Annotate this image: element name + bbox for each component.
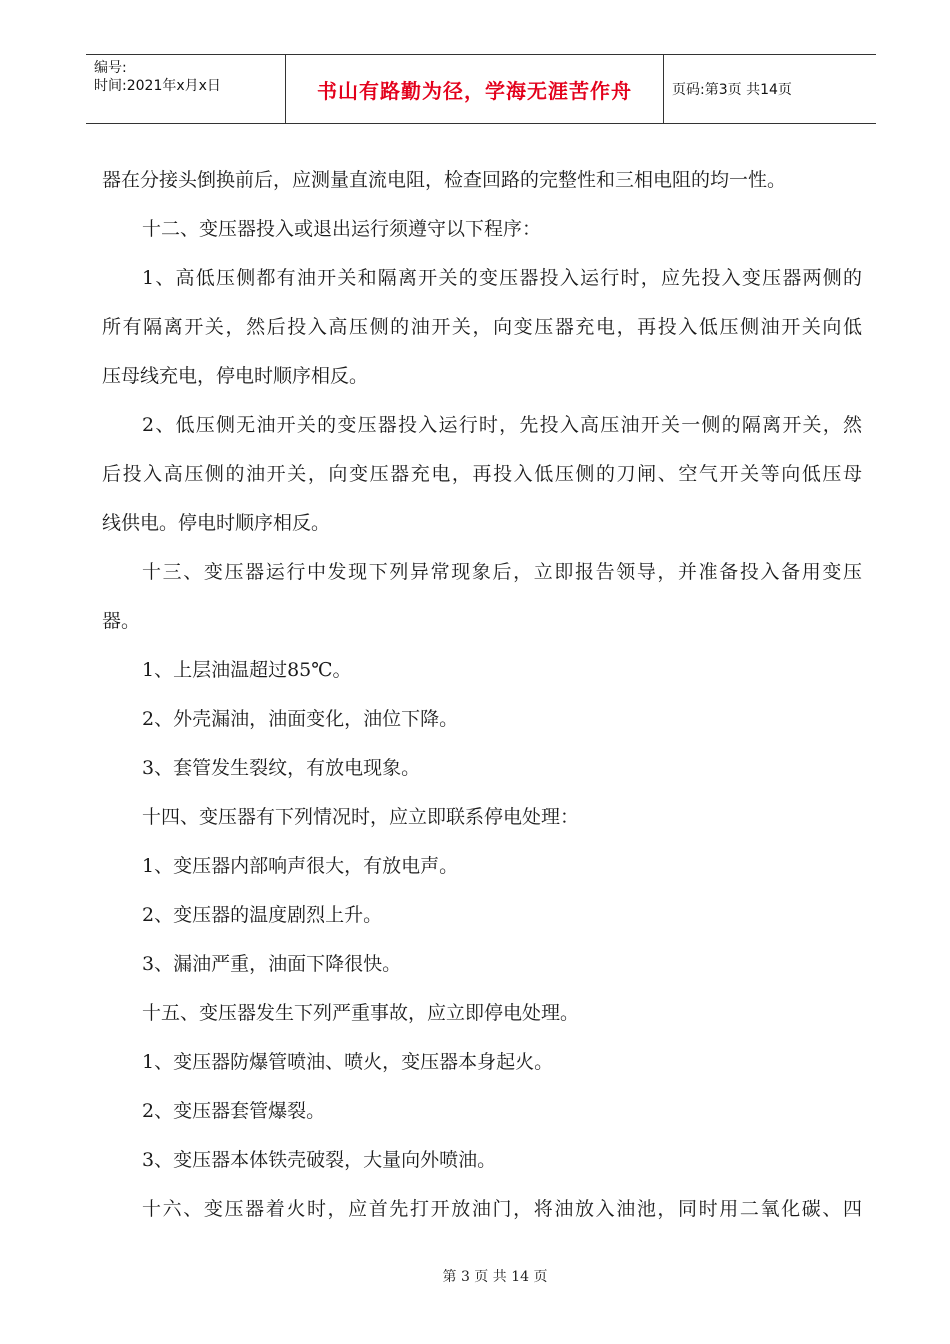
body-line: 3、套管发生裂纹，有放电现象。 [142,757,421,779]
body-line: 1、变压器防爆管喷油、喷火，变压器本身起火。 [142,1051,554,1073]
body-line: 线供电。停电时顺序相反。 [102,512,331,534]
body-line: 2、变压器的温度剧烈上升。 [142,904,383,926]
document-body [102,156,862,1234]
body-line: 1、上层油温超过85℃。 [142,659,352,681]
body-line: 2、变压器套管爆裂。 [142,1100,326,1122]
body-line: 十二、变压器投入或退出运行须遵守以下程序： [142,218,542,240]
document-number-label: 编号: [94,60,127,76]
body-line: 1、变压器内部响声很大，有放电声。 [142,855,459,877]
document-date: 时间:2021年x月x日 [94,78,221,94]
body-line: 十四、变压器有下列情况时，应立即联系停电处理： [142,806,580,828]
body-line: 2、外壳漏油，油面变化，油位下降。 [142,708,459,730]
header-motto: 书山有路勤为径，学海无涯苦作舟 [286,55,664,123]
body-line: 器在分接头倒换前后，应测量直流电阻，检查回路的完整性和三相电阻的均一性。 [102,169,787,191]
page-footer: 第 3 页 共 14 页 [442,1269,548,1285]
body-line: 3、变压器本体铁壳破裂，大量向外喷油。 [142,1149,497,1171]
body-line: 3、漏油严重，油面下降很快。 [142,953,402,975]
body-line: 十六、变压器着火时，应首先打开放油门，将油放入油池，同时用二氧化碳、四 [142,1198,862,1220]
header-page-info: 页码:第3页 共14页 [672,82,792,98]
body-line: 十三、变压器运行中发现下列异常现象后，立即报告领导，并准备投入备用变压 [142,561,862,583]
body-line: 十五、变压器发生下列严重事故，应立即停电处理。 [142,1002,580,1024]
page-header [86,54,876,124]
body-line: 2、低压侧无油开关的变压器投入运行时，先投入高压油开关一侧的隔离开关，然 [142,414,862,436]
header-meta [86,55,286,123]
body-line: 器。 [102,610,141,632]
body-line: 1、高低压侧都有油开关和隔离开关的变压器投入运行时，应先投入变压器两侧的 [142,267,862,289]
body-line: 压母线充电，停电时顺序相反。 [102,365,369,387]
body-line: 后投入高压侧的油开关，向变压器充电，再投入低压侧的刀闸、空气开关等向低压母 [102,463,862,485]
body-line: 所有隔离开关，然后投入高压侧的油开关，向变压器充电，再投入低压侧油开关向低 [102,316,862,338]
